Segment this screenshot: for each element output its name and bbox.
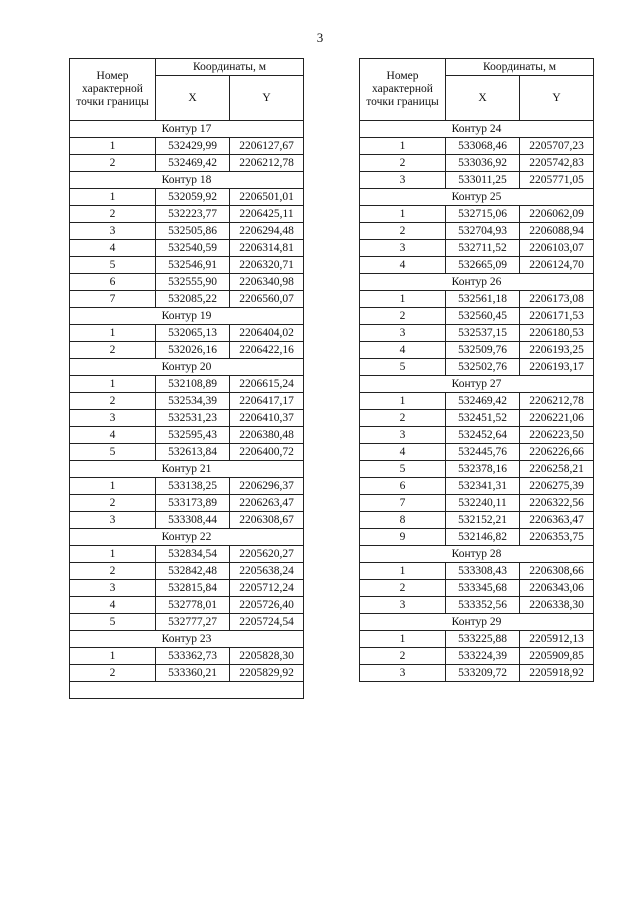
x-coordinate-cell: 532778,01 [156, 597, 230, 614]
point-number-cell: 5 [70, 444, 156, 461]
table-row [360, 597, 594, 614]
y-coordinate-cell: 2206320,71 [230, 257, 304, 274]
x-coordinate-cell: 533209,72 [446, 665, 520, 682]
y-coordinate-cell: 2206212,78 [520, 393, 594, 410]
y-coordinate-cell: 2206263,47 [230, 495, 304, 512]
table-row [70, 512, 304, 529]
contour-header-row [70, 308, 304, 325]
table-row [70, 427, 304, 444]
y-coordinate-cell: 2206400,72 [230, 444, 304, 461]
y-coordinate-cell: 2205912,13 [520, 631, 594, 648]
x-coordinate-cell: 532815,84 [156, 580, 230, 597]
table-row [70, 189, 304, 206]
y-coordinate-cell: 2205712,24 [230, 580, 304, 597]
y-coordinate-cell: 2206340,98 [230, 274, 304, 291]
table-row [70, 138, 304, 155]
x-coordinate-cell: 532540,59 [156, 240, 230, 257]
table-row [70, 478, 304, 495]
point-number-cell: 3 [70, 580, 156, 597]
coordinates-header: Координаты, м [156, 59, 304, 76]
y-coordinate-cell: 2206088,94 [520, 223, 594, 240]
point-number-cell: 2 [70, 155, 156, 172]
x-coordinate-cell: 532777,27 [156, 614, 230, 631]
y-coordinate-cell: 2205909,85 [520, 648, 594, 665]
x-column-header: X [446, 76, 520, 121]
y-coordinate-cell: 2206294,48 [230, 223, 304, 240]
contour-label: Контур 17 [70, 121, 304, 138]
point-number-cell: 1 [70, 325, 156, 342]
y-coordinate-cell: 2206404,02 [230, 325, 304, 342]
table-row [70, 376, 304, 393]
point-number-cell: 6 [360, 478, 446, 495]
table-row [70, 648, 304, 665]
x-coordinate-cell: 532085,22 [156, 291, 230, 308]
y-coordinate-cell: 2206221,06 [520, 410, 594, 427]
y-coordinate-cell: 2206422,16 [230, 342, 304, 359]
point-number-cell: 2 [70, 393, 156, 410]
point-number-cell: 1 [360, 563, 446, 580]
x-coordinate-cell: 532240,11 [446, 495, 520, 512]
point-number-cell: 3 [360, 597, 446, 614]
point-number-cell: 1 [360, 138, 446, 155]
point-number-cell: 5 [70, 257, 156, 274]
x-coordinate-cell: 532509,76 [446, 342, 520, 359]
empty-row [70, 682, 304, 699]
y-coordinate-cell: 2206353,75 [520, 529, 594, 546]
y-coordinate-cell: 2206127,67 [230, 138, 304, 155]
x-coordinate-cell: 532146,82 [446, 529, 520, 546]
table-row [70, 257, 304, 274]
x-coordinate-cell: 533308,44 [156, 512, 230, 529]
contour-header-row [70, 529, 304, 546]
table-row [70, 206, 304, 223]
x-coordinate-cell: 533225,88 [446, 631, 520, 648]
point-number-header: Номер характерной точки границы [360, 59, 446, 121]
y-coordinate-cell: 2206180,53 [520, 325, 594, 342]
contour-header-row [70, 359, 304, 376]
x-coordinate-cell: 533138,25 [156, 478, 230, 495]
table-row [360, 495, 594, 512]
x-coordinate-cell: 532341,31 [446, 478, 520, 495]
y-column-header: Y [520, 76, 594, 121]
table-row [360, 648, 594, 665]
y-coordinate-cell: 2206308,66 [520, 563, 594, 580]
table-row [70, 444, 304, 461]
x-coordinate-cell: 532560,45 [446, 308, 520, 325]
point-number-cell: 1 [70, 138, 156, 155]
contour-label: Контур 21 [70, 461, 304, 478]
point-number-cell: 3 [360, 325, 446, 342]
x-coordinate-cell: 532711,52 [446, 240, 520, 257]
y-coordinate-cell: 2205726,40 [230, 597, 304, 614]
table-row [360, 308, 594, 325]
point-number-cell: 3 [360, 240, 446, 257]
y-coordinate-cell: 2206560,07 [230, 291, 304, 308]
coordinates-table-right [359, 58, 594, 682]
y-coordinate-cell: 2205918,92 [520, 665, 594, 682]
table-row [70, 563, 304, 580]
point-number-cell: 3 [360, 427, 446, 444]
table-row [70, 665, 304, 682]
point-number-cell: 2 [360, 410, 446, 427]
y-coordinate-cell: 2206314,81 [230, 240, 304, 257]
point-number-header: Номер характерной точки границы [70, 59, 156, 121]
table-row [70, 240, 304, 257]
table-row [360, 393, 594, 410]
point-number-cell: 2 [70, 495, 156, 512]
y-coordinate-cell: 2206322,56 [520, 495, 594, 512]
table-row [360, 529, 594, 546]
y-coordinate-cell: 2206193,25 [520, 342, 594, 359]
table-row [360, 240, 594, 257]
x-coordinate-cell: 532534,39 [156, 393, 230, 410]
contour-label: Контур 29 [360, 614, 594, 631]
contour-header-row [70, 631, 304, 648]
x-coordinate-cell: 532704,93 [446, 223, 520, 240]
table-row [70, 614, 304, 631]
table-row [70, 155, 304, 172]
table-body [70, 121, 304, 699]
point-number-cell: 3 [70, 512, 156, 529]
point-number-cell: 2 [70, 563, 156, 580]
table-header [70, 59, 304, 121]
x-coordinate-cell: 532108,89 [156, 376, 230, 393]
point-number-cell: 2 [360, 580, 446, 597]
table-row [360, 342, 594, 359]
contour-label: Контур 19 [70, 308, 304, 325]
x-coordinate-cell: 532546,91 [156, 257, 230, 274]
coordinates-header: Координаты, м [446, 59, 594, 76]
contour-header-row [70, 172, 304, 189]
table-row [70, 325, 304, 342]
y-coordinate-cell: 2205829,92 [230, 665, 304, 682]
x-coordinate-cell: 532469,42 [156, 155, 230, 172]
point-number-cell: 4 [360, 444, 446, 461]
table-row [360, 206, 594, 223]
point-number-cell: 1 [360, 206, 446, 223]
y-coordinate-cell: 2206380,48 [230, 427, 304, 444]
y-coordinate-cell: 2205620,27 [230, 546, 304, 563]
y-coordinate-cell: 2206410,37 [230, 410, 304, 427]
point-number-cell: 3 [360, 172, 446, 189]
point-number-cell: 5 [360, 359, 446, 376]
table-row [70, 546, 304, 563]
point-number-cell: 1 [70, 648, 156, 665]
x-coordinate-cell: 533345,68 [446, 580, 520, 597]
contour-header-row [360, 546, 594, 563]
x-coordinate-cell: 532537,15 [446, 325, 520, 342]
x-coordinate-cell: 532531,23 [156, 410, 230, 427]
contour-label: Контур 26 [360, 274, 594, 291]
table-row [70, 223, 304, 240]
table-row [360, 631, 594, 648]
point-number-cell: 1 [360, 393, 446, 410]
x-coordinate-cell: 532451,52 [446, 410, 520, 427]
y-coordinate-cell: 2206615,24 [230, 376, 304, 393]
y-coordinate-cell: 2206296,37 [230, 478, 304, 495]
page-number: 3 [316, 30, 324, 45]
x-coordinate-cell: 532445,76 [446, 444, 520, 461]
point-number-cell: 6 [70, 274, 156, 291]
x-coordinate-cell: 533224,39 [446, 648, 520, 665]
x-coordinate-cell: 532429,99 [156, 138, 230, 155]
x-coordinate-cell: 532842,48 [156, 563, 230, 580]
empty-cell [70, 682, 304, 699]
table-row [70, 274, 304, 291]
table-row [360, 563, 594, 580]
point-number-cell: 2 [70, 665, 156, 682]
table-body [360, 121, 594, 682]
x-coordinate-cell: 532026,16 [156, 342, 230, 359]
table-row [360, 325, 594, 342]
point-number-cell: 4 [70, 240, 156, 257]
y-coordinate-cell: 2205724,54 [230, 614, 304, 631]
y-coordinate-cell: 2206363,47 [520, 512, 594, 529]
point-number-cell: 1 [70, 478, 156, 495]
table-row [70, 597, 304, 614]
y-coordinate-cell: 2206124,70 [520, 257, 594, 274]
contour-label: Контур 24 [360, 121, 594, 138]
contour-header-row [70, 121, 304, 138]
y-coordinate-cell: 2206338,30 [520, 597, 594, 614]
x-coordinate-cell: 532502,76 [446, 359, 520, 376]
table-row [360, 410, 594, 427]
contour-header-row [360, 121, 594, 138]
point-number-cell: 9 [360, 529, 446, 546]
contour-label: Контур 28 [360, 546, 594, 563]
contour-header-row [360, 614, 594, 631]
y-coordinate-cell: 2205771,05 [520, 172, 594, 189]
point-number-cell: 1 [70, 376, 156, 393]
y-coordinate-cell: 2206062,09 [520, 206, 594, 223]
x-coordinate-cell: 532065,13 [156, 325, 230, 342]
point-number-cell: 2 [360, 155, 446, 172]
point-number-cell: 5 [70, 614, 156, 631]
table-row [360, 512, 594, 529]
y-coordinate-cell: 2206417,17 [230, 393, 304, 410]
table-row [360, 359, 594, 376]
table-row [360, 444, 594, 461]
x-coordinate-cell: 532665,09 [446, 257, 520, 274]
table-row [360, 478, 594, 495]
point-number-cell: 3 [360, 665, 446, 682]
point-number-cell: 4 [70, 427, 156, 444]
y-coordinate-cell: 2206501,01 [230, 189, 304, 206]
table-row [360, 580, 594, 597]
point-number-cell: 4 [70, 597, 156, 614]
y-coordinate-cell: 2205707,23 [520, 138, 594, 155]
x-coordinate-cell: 533308,43 [446, 563, 520, 580]
table-row [360, 665, 594, 682]
table-row [360, 138, 594, 155]
point-number-cell: 2 [70, 206, 156, 223]
x-coordinate-cell: 533173,89 [156, 495, 230, 512]
point-number-cell: 2 [360, 223, 446, 240]
contour-label: Контур 20 [70, 359, 304, 376]
table-row [70, 342, 304, 359]
table-row [360, 461, 594, 478]
point-number-cell: 1 [360, 631, 446, 648]
contour-label: Контур 18 [70, 172, 304, 189]
x-coordinate-cell: 532613,84 [156, 444, 230, 461]
y-coordinate-cell: 2206343,06 [520, 580, 594, 597]
x-coordinate-cell: 533068,46 [446, 138, 520, 155]
contour-header-row [360, 274, 594, 291]
contour-label: Контур 27 [360, 376, 594, 393]
y-coordinate-cell: 2206275,39 [520, 478, 594, 495]
table-row [70, 580, 304, 597]
x-coordinate-cell: 532469,42 [446, 393, 520, 410]
x-coordinate-cell: 532595,43 [156, 427, 230, 444]
contour-header-row [70, 461, 304, 478]
x-coordinate-cell: 533036,92 [446, 155, 520, 172]
point-number-cell: 7 [360, 495, 446, 512]
x-coordinate-cell: 533352,56 [446, 597, 520, 614]
point-number-cell: 3 [70, 410, 156, 427]
point-number-cell: 2 [70, 342, 156, 359]
y-coordinate-cell: 2205742,83 [520, 155, 594, 172]
table-row [70, 393, 304, 410]
y-coordinate-cell: 2206193,17 [520, 359, 594, 376]
table-header [360, 59, 594, 121]
y-coordinate-cell: 2205638,24 [230, 563, 304, 580]
y-coordinate-cell: 2205828,30 [230, 648, 304, 665]
point-number-cell: 4 [360, 257, 446, 274]
y-coordinate-cell: 2206425,11 [230, 206, 304, 223]
x-coordinate-cell: 532715,06 [446, 206, 520, 223]
y-coordinate-cell: 2206173,08 [520, 291, 594, 308]
point-number-cell: 1 [360, 291, 446, 308]
table-row [360, 223, 594, 240]
x-coordinate-cell: 532059,92 [156, 189, 230, 206]
x-coordinate-cell: 533360,21 [156, 665, 230, 682]
x-coordinate-cell: 533011,25 [446, 172, 520, 189]
point-number-cell: 1 [70, 189, 156, 206]
x-coordinate-cell: 532223,77 [156, 206, 230, 223]
point-number-cell: 7 [70, 291, 156, 308]
x-coordinate-cell: 532555,90 [156, 274, 230, 291]
table-row [360, 257, 594, 274]
coordinates-table-left [69, 58, 304, 699]
y-coordinate-cell: 2206223,50 [520, 427, 594, 444]
y-coordinate-cell: 2206212,78 [230, 155, 304, 172]
table-row [360, 291, 594, 308]
x-coordinate-cell: 532505,86 [156, 223, 230, 240]
y-coordinate-cell: 2206171,53 [520, 308, 594, 325]
table-row [70, 410, 304, 427]
x-coordinate-cell: 533362,73 [156, 648, 230, 665]
contour-label: Контур 23 [70, 631, 304, 648]
y-column-header: Y [230, 76, 304, 121]
x-coordinate-cell: 532561,18 [446, 291, 520, 308]
contour-header-row [360, 189, 594, 206]
x-coordinate-cell: 532834,54 [156, 546, 230, 563]
contour-label: Контур 25 [360, 189, 594, 206]
point-number-cell: 4 [360, 342, 446, 359]
point-number-cell: 5 [360, 461, 446, 478]
x-column-header: X [156, 76, 230, 121]
x-coordinate-cell: 532378,16 [446, 461, 520, 478]
y-coordinate-cell: 2206103,07 [520, 240, 594, 257]
point-number-cell: 2 [360, 308, 446, 325]
x-coordinate-cell: 532452,64 [446, 427, 520, 444]
y-coordinate-cell: 2206308,67 [230, 512, 304, 529]
point-number-cell: 2 [360, 648, 446, 665]
table-row [70, 291, 304, 308]
contour-header-row [360, 376, 594, 393]
point-number-cell: 3 [70, 223, 156, 240]
y-coordinate-cell: 2206226,66 [520, 444, 594, 461]
y-coordinate-cell: 2206258,21 [520, 461, 594, 478]
table-row [360, 427, 594, 444]
table-row [360, 155, 594, 172]
point-number-cell: 8 [360, 512, 446, 529]
point-number-cell: 1 [70, 546, 156, 563]
x-coordinate-cell: 532152,21 [446, 512, 520, 529]
table-row [360, 172, 594, 189]
contour-label: Контур 22 [70, 529, 304, 546]
table-row [70, 495, 304, 512]
